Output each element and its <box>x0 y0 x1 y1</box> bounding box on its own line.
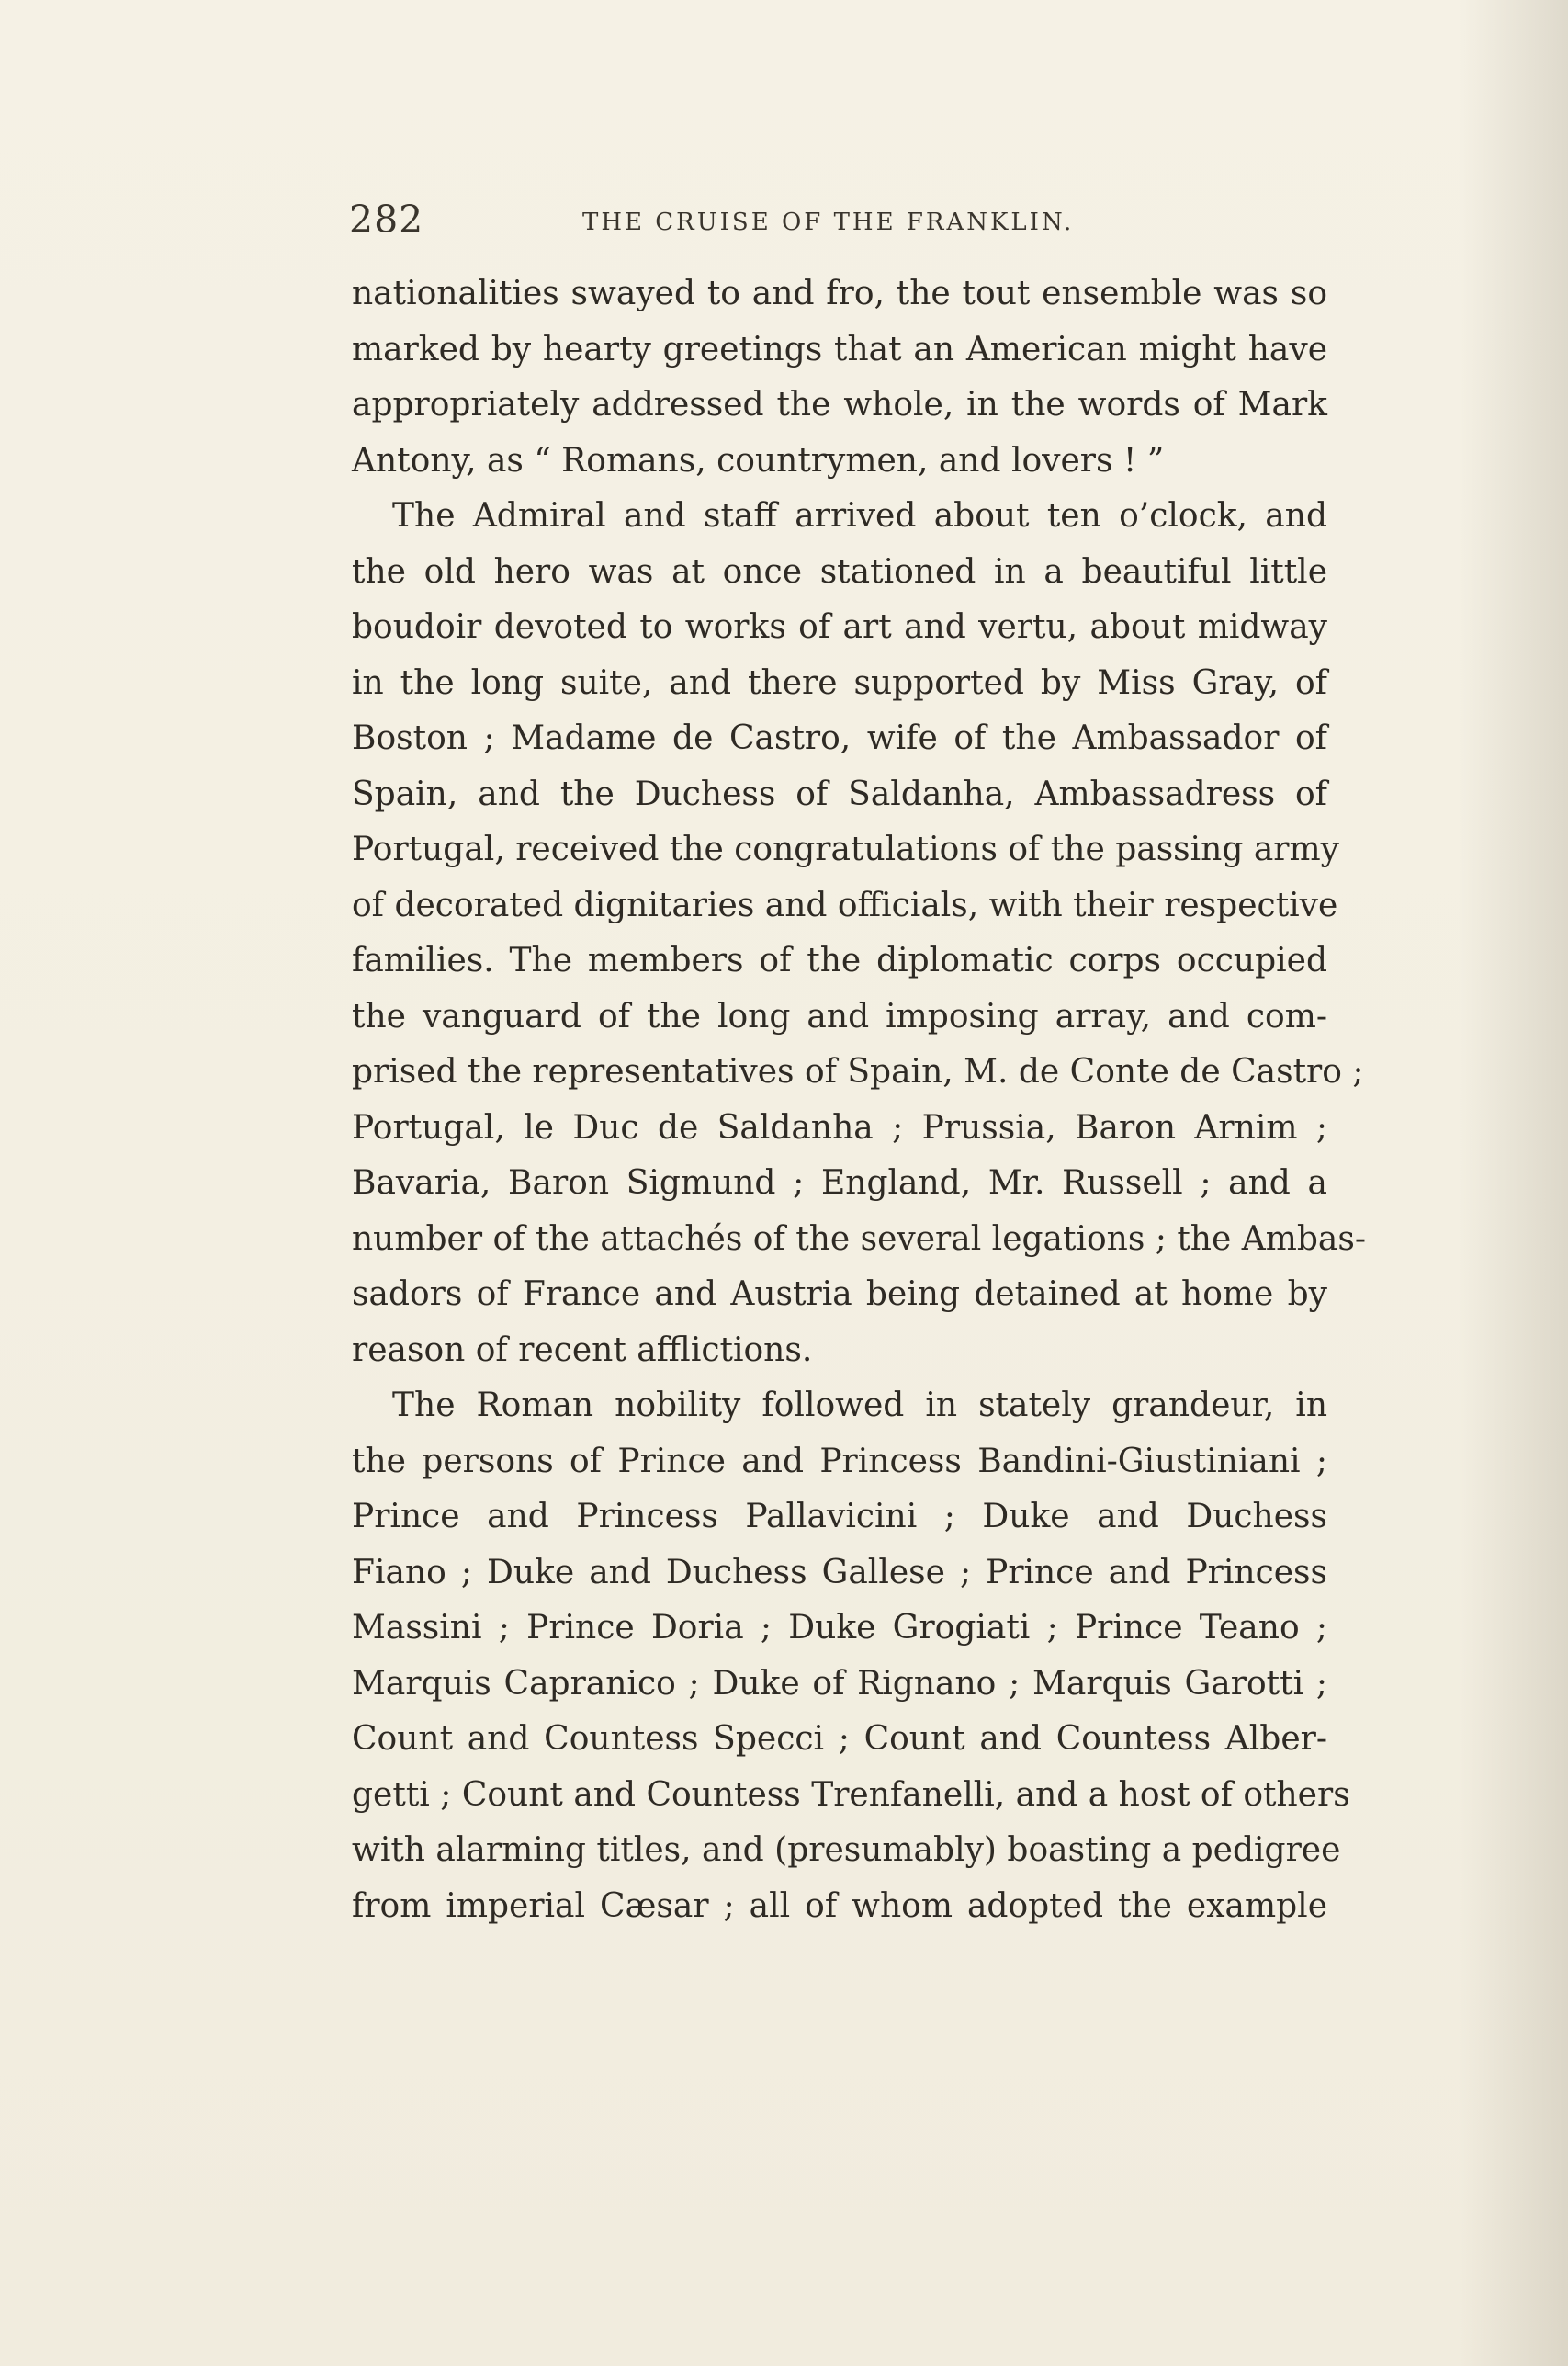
text-line: Marquis Capranico ; Duke of Rignano ; Marquis Garotti ; <box>352 1664 1327 1703</box>
text-line: the old hero was at once stationed in a beautiful little <box>352 552 1327 591</box>
page-number: 282 <box>349 198 424 242</box>
text-line: boudoir devoted to works of art and vertu, about midway <box>352 608 1327 646</box>
text-line: in the long suite, and there supported by Miss Gray, of <box>352 663 1327 702</box>
text-line: Boston ; Madame de Castro, wife of the Ambassador of <box>352 719 1327 757</box>
text-line: nationalities swayed to and fro, the tout ensemble was so <box>352 275 1327 312</box>
text-line: from imperial Cæsar ; all of whom adopted the example <box>352 1886 1327 1925</box>
text-line: prised the representatives of Spain, M. de Conte de Castro ; <box>352 1053 1364 1091</box>
text-line: number of the attachés of the several legations ; the Ambas- <box>352 1219 1367 1258</box>
text-line: Spain, and the Duchess of Saldanha, Ambassadress of <box>352 775 1327 813</box>
text-line: Prince and Princess Pallavicini ; Duke and Duchess <box>352 1498 1327 1535</box>
text-line: The Roman nobility followed in stately grandeur, in <box>392 1387 1327 1424</box>
text-line: Fiano ; Duke and Duchess Gallese ; Prince and Princess <box>352 1553 1327 1591</box>
text-line: the persons of Prince and Princess Bandini-Giustiniani ; <box>352 1442 1327 1480</box>
text-line: Count and Countess Specci ; Count and Countess Alber- <box>352 1720 1327 1758</box>
text-line: reason of recent afflictions. <box>352 1330 813 1369</box>
text-line: marked by hearty greetings that an American might have <box>352 330 1327 368</box>
text-line: of decorated dignitaries and officials, with their respective <box>352 886 1338 924</box>
running-title: THE CRUISE OF THE FRANKLIN. <box>582 209 1075 236</box>
text-line: Massini ; Prince Doria ; Duke Grogiati ; Prince Teano ; <box>352 1609 1327 1647</box>
text-line: appropriately addressed the whole, in the words of Mark <box>352 386 1327 424</box>
text-line: Bavaria, Baron Sigmund ; England, Mr. Russell ; and a <box>352 1164 1327 1202</box>
text-line: Antony, as “ Romans, countrymen, and lovers ! ” <box>352 441 1165 480</box>
text-line: sadors of France and Austria being detained at home by <box>352 1275 1327 1313</box>
text-line: the vanguard of the long and imposing array, and com- <box>352 997 1327 1036</box>
page-header <box>349 198 1326 253</box>
text-line: getti ; Count and Countess Trenfanelli, and a host of others <box>352 1775 1350 1814</box>
text-line: with alarming titles, and (presumably) boasting a pedigree <box>352 1831 1341 1869</box>
text-line: families. The members of the diplomatic corps occupied <box>352 942 1327 979</box>
text-line: Portugal, le Duc de Saldanha ; Prussia, Baron Arnim ; <box>352 1108 1327 1147</box>
text-line: The Admiral and staff arrived about ten o’clock, and <box>392 497 1327 535</box>
body-text <box>352 266 1367 1934</box>
text-line: Portugal, received the congratulations of the passing army <box>352 831 1339 868</box>
